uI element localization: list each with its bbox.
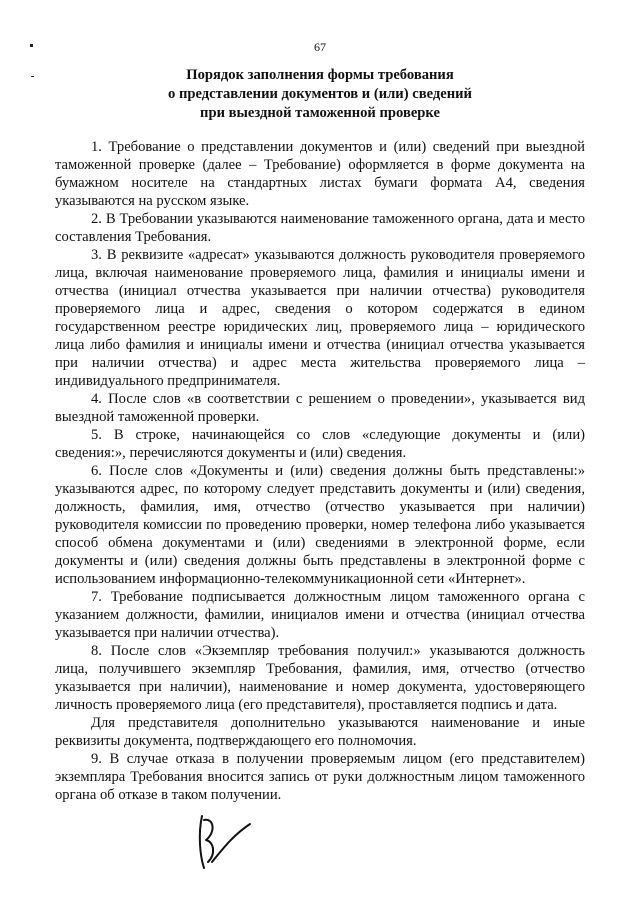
paragraph-2: 2. В Требовании указываются наименование таможенного органа, дата и место составления Требования. [55, 211, 585, 245]
paragraph-9: 9. В случае отказа в получении проверяемым лицом (его представителем) экземпляра Требования вносится запись от руки должностным лицом таможенного органа об отказе в таком получении. [55, 751, 585, 803]
paragraph-4: 4. После слов «в соответствии с решением о проведении», указывается вид выездной таможенной проверки. [55, 391, 585, 425]
title-line: Порядок заполнения формы требования [186, 67, 454, 83]
paragraph-5: 5. В строке, начинающейся со слов «следующие документы и (или) сведения:», перечисляются документы и (или) сведения. [55, 427, 585, 461]
paragraph-6: 6. После слов «Документы и (или) сведения должны быть представлены:» указываются адрес, по которому следует представить документы и (или) сведения, должность, фамилия, имя, отчество (отчество указывается при наличии) руководителя комиссии по проведению проверки, номер телефона либо указывается способ обмена документами и (или) сведениями в электронной форме, если документы и (или) сведения должны быть представлены в электронной форме с использованием информационно-телекоммуникационной сети «Интернет». [55, 463, 585, 587]
document-body [55, 138, 585, 804]
paragraph-8: 8. После слов «Экземпляр требования получил:» указываются должность лица, получившего экземпляр Требования, фамилия, имя, отчество (отчество указывается при наличии), наименование и номер документа, удостоверяющего личность проверяемого лица (его представителя), проставляется подпись и дата. [55, 643, 585, 713]
scan-mark [31, 76, 34, 77]
title-line: при выездной таможенной проверке [200, 105, 440, 121]
signature-initials-icon [192, 806, 262, 876]
paragraph-1: 1. Требование о представлении документов и (или) сведений при выездной таможенной проверке (далее – Требование) оформляется в форме документа на бумажном носителе на стандартных листах бумаги формата А4, сведения указываются на русском языке. [55, 139, 585, 209]
title-line: о представлении документов и (или) сведений [168, 86, 472, 102]
paragraph-3: 3. В реквизите «адресат» указываются должность руководителя проверяемого лица, включая наименование проверяемого лица, фамилия и инициалы имени и отчества (инициал отчества указывается при наличии отчества) руководителя проверяемого лица и адрес, сведения о котором содержатся в едином государственном реестре юридических лиц, проверяемого лица – юридического лица либо фамилия и инициалы имени и отчества (инициал отчества указывается при наличии отчества) и адрес места жительства проверяемого лица – индивидуального предпринимателя. [55, 247, 585, 389]
document-title [100, 66, 540, 123]
paragraph-7: 7. Требование подписывается должностным лицом таможенного органа с указанием должности, фамилии, инициалов имени и отчества (инициал отчества указывается при наличии отчества). [55, 589, 585, 641]
page-number: 67 [314, 40, 326, 54]
paragraph-8-note: Для представителя дополнительно указываются наименование и иные реквизиты документа, подтверждающего его полномочия. [55, 715, 585, 749]
